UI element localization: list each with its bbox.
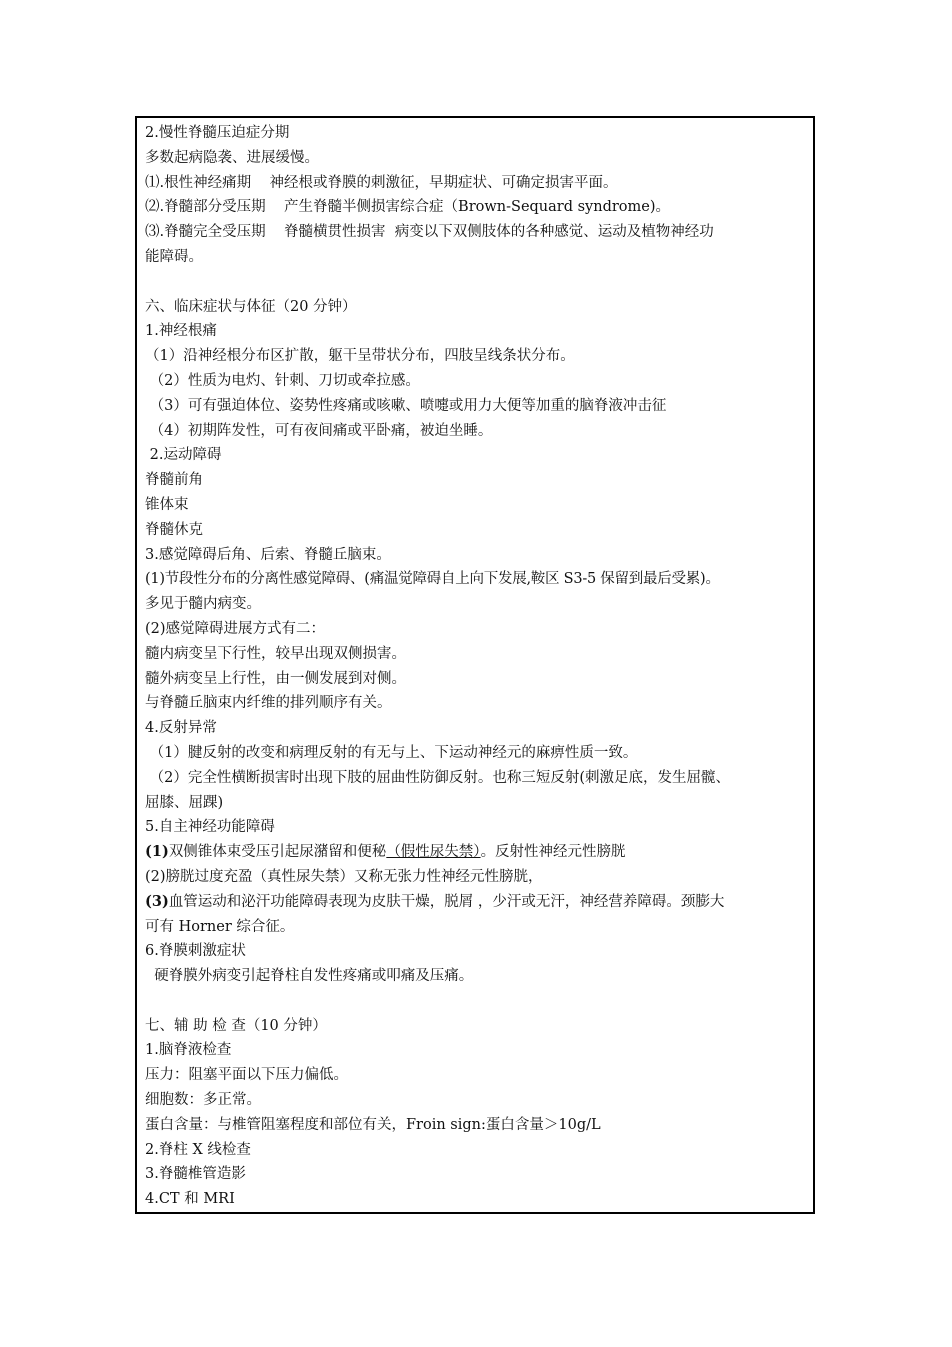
blank-line [145, 270, 807, 295]
text-line: 能障碍。 [145, 248, 203, 265]
subheading-meningeal: 6.脊膜刺激症状 [145, 943, 246, 960]
subheading-root-pain: 1.神经根痛 [145, 323, 217, 340]
text-span: 。反射性神经元性膀胱 [480, 844, 626, 861]
item-number: (3) [145, 892, 169, 910]
subheading-reflex: 4.反射异常 [145, 720, 217, 737]
text-line: 多见于髓内病变。 [145, 596, 261, 613]
text-line: 硬脊膜外病变引起脊柱自发性疼痛或叩痛及压痛。 [145, 968, 474, 985]
subheading-autonomic: 5.自主神经功能障碍 [145, 819, 275, 836]
text-line: 2.脊柱 X 线检查 [145, 1141, 251, 1158]
text-line: 细胞数：多正常。 [145, 1092, 261, 1109]
text-line: 脊髓前角 [145, 472, 203, 489]
text-line: 锥体束 [145, 496, 189, 513]
text-line: 脊髓休克 [145, 521, 203, 538]
text-line: （3）可有强迫体位、姿势性疼痛或咳嗽、喷嚏或用力大便等加重的脑脊液冲击征 [145, 397, 667, 414]
chronic-stage-heading: 2.慢性脊髓压迫症分期 [145, 125, 290, 141]
text-line: ⑴.根性神经痛期 神经根或脊膜的刺激征，早期症状、可确定损害平面。 [145, 174, 618, 191]
text-line: 3.脊髓椎管造影 [145, 1166, 246, 1183]
subheading-motor: 2.运动障碍 [145, 447, 222, 464]
text-span: 血管运动和泌汗功能障碍表现为皮肤干燥，脱屑 ，少汗或无汗，神经营养障碍。颈膨大 [168, 893, 725, 910]
text-line: （1）沿神经根分布区扩散，躯干呈带状分布，四肢呈线条状分布。 [145, 348, 575, 365]
text-line: 屈膝、屈踝) [145, 794, 224, 811]
text-line: ⑵.脊髓部分受压期 产生脊髓半侧损害综合症（Brown-Sequard syndrome)。 [145, 199, 671, 216]
text-line: （2）性质为电灼、针刺、刀切或牵拉感。 [145, 372, 420, 389]
text-line: 多数起病隐袭、进展缓慢。 [145, 149, 319, 166]
text-line: （2）完全性横断损害时出现下肢的屈曲性防御反射。也称三短反射(刺激足底，发生屈髋、 [145, 769, 730, 786]
text-line: 髓内病变呈下行性，较早出现双侧损害。 [145, 645, 406, 662]
text-line: (1)节段性分布的分离性感觉障碍、(痛温觉障碍自上向下发展,鞍区 S3-5 保留到最后受累)。 [145, 571, 720, 588]
section-heading-clinical: 六、临床症状与体征（20 分钟） [145, 298, 357, 315]
text-line: （4）初期阵发性，可有夜间痛或平卧痛，被迫坐睡。 [145, 422, 493, 439]
item-number: (1) [145, 843, 169, 861]
blank-line [145, 989, 807, 1014]
subheading-sensory: 3.感觉障碍后角、后索、脊髓丘脑束。 [145, 546, 391, 563]
text-line [145, 890, 807, 915]
text-line [145, 840, 807, 865]
text-line: (2)膀胱过度充盈（真性尿失禁）又称无张力性神经元性膀胱， [145, 868, 543, 885]
subheading-csf: 1.脑脊液检查 [145, 1042, 232, 1059]
text-line: 蛋白含量：与椎管阻塞程度和部位有关，Froin sign:蛋白含量＞10g/L [145, 1116, 601, 1133]
underlined-text: （假性尿失禁） [386, 844, 481, 861]
document-frame [135, 116, 815, 1214]
text-line: ⑶.脊髓完全受压期 脊髓横贯性损害 病变以下双侧肢体的各种感觉、运动及植物神经功 [145, 224, 714, 241]
text-line: 4.CT 和 MRI [145, 1191, 235, 1208]
text-line: (2)感觉障碍进展方式有二： [145, 620, 326, 637]
text-line: （1）腱反射的改变和病理反射的有无与上、下运动神经元的麻痹性质一致。 [145, 744, 638, 761]
text-line: 髓外病变呈上行性，由一侧发展到对侧。 [145, 670, 406, 687]
text-line: 与脊髓丘脑束内纤维的排列顺序有关。 [145, 695, 392, 712]
text-line: 可有 Horner 综合征。 [145, 918, 295, 935]
section-heading-exams: 七、辅 助 检 查（10 分钟） [145, 1017, 327, 1034]
text-line: 压力：阻塞平面以下压力偏低。 [145, 1067, 348, 1084]
text-span: 双侧锥体束受压引起尿潴留和便秘 [168, 844, 387, 861]
